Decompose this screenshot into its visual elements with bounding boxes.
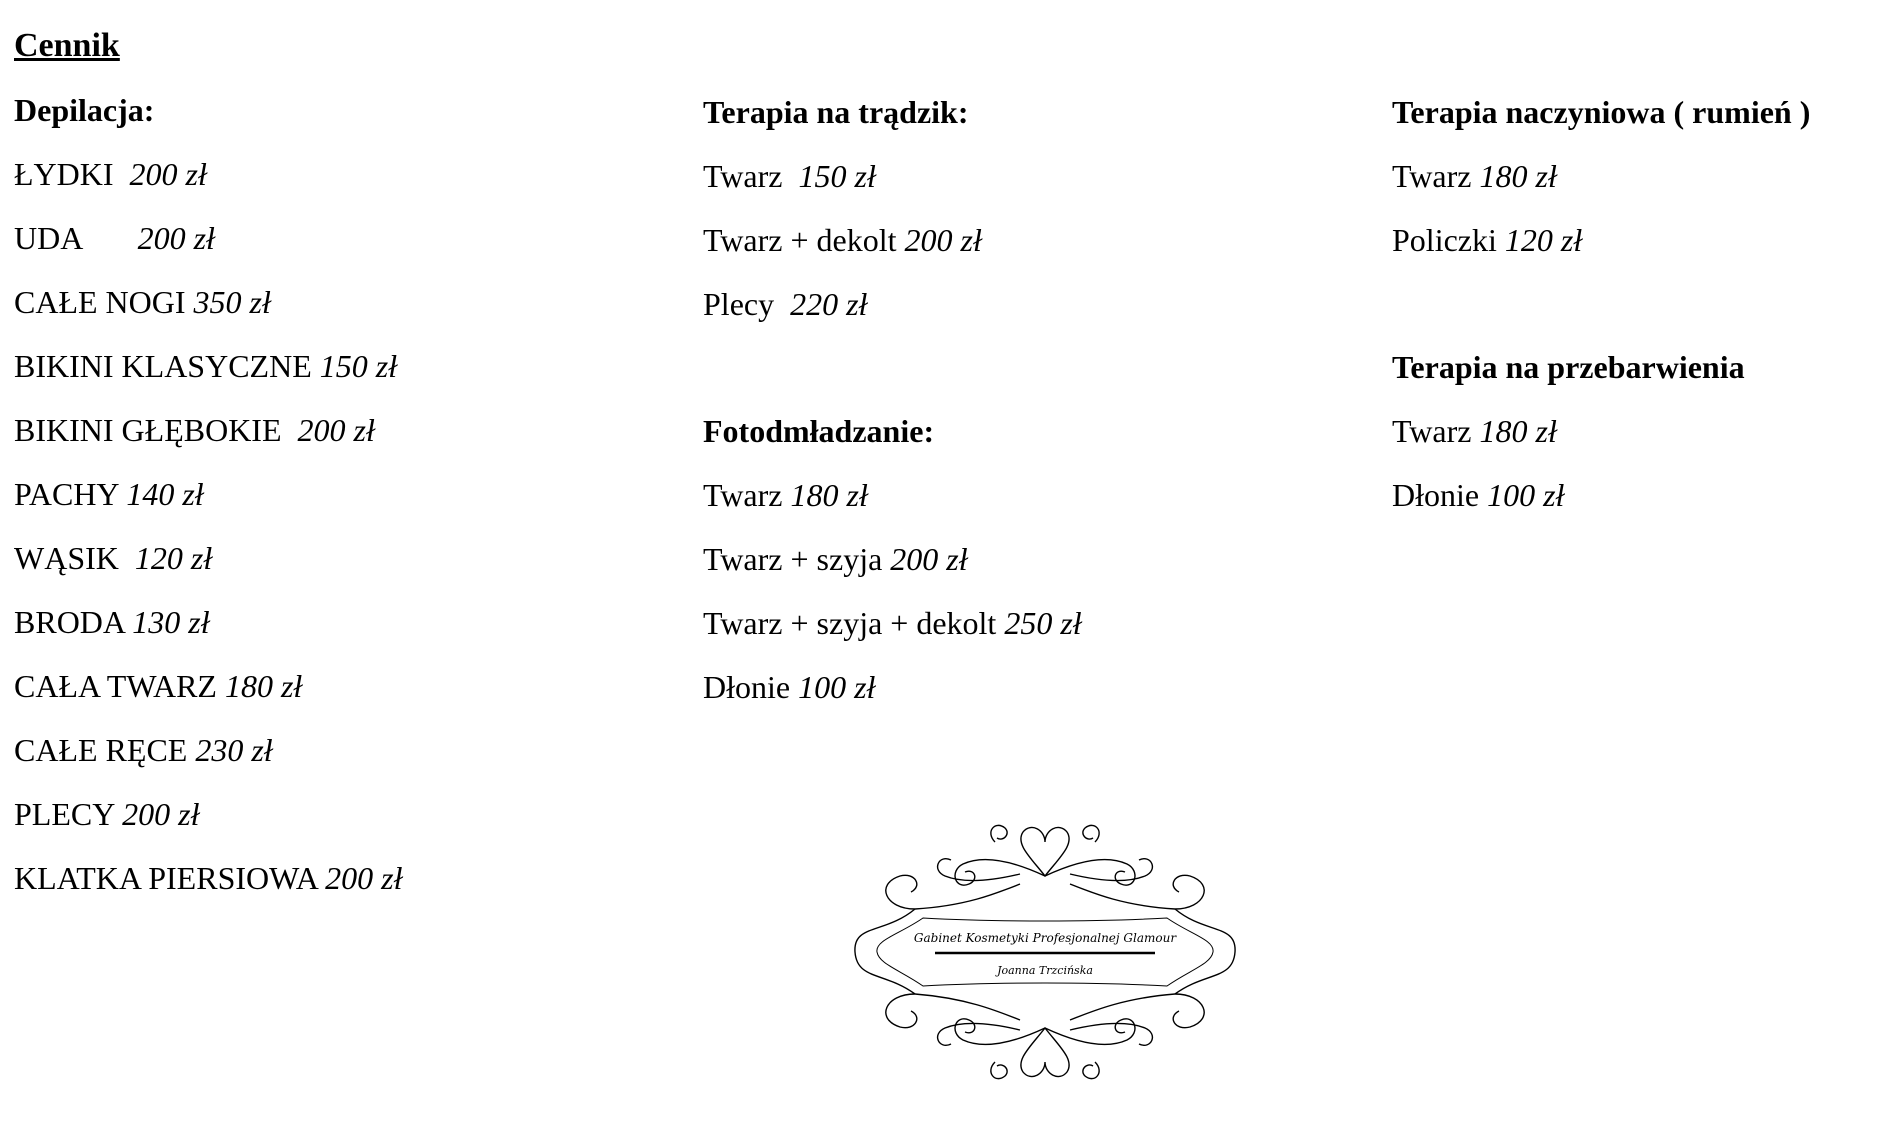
service-name: UDA [14, 220, 138, 256]
service-price: 180 zł [1479, 413, 1557, 449]
service-price: 140 zł [126, 476, 204, 512]
price-row [1392, 154, 1872, 218]
service-name: Policzki [1392, 222, 1505, 258]
price-row [14, 216, 674, 280]
price-row [14, 344, 674, 408]
service-price: 200 zł [904, 222, 982, 258]
section-title-photorejuvenation: Fotodmładzanie: [703, 413, 935, 449]
service-price: 180 zł [1479, 158, 1557, 194]
logo-salon-name: Gabinet Kosmetyki Profesjonalnej Glamour [913, 931, 1177, 945]
service-price: 220 zł [790, 286, 868, 322]
section-title-vascular-therapy: Terapia naczyniowa ( rumień ) [1392, 94, 1811, 130]
price-row [14, 728, 674, 792]
service-price: 180 zł [224, 668, 303, 704]
price-column-vascular-discoloration [1392, 90, 1872, 537]
price-column-acne-photorejuvenation [703, 90, 1363, 729]
price-row [14, 536, 674, 600]
service-name: CAŁE NOGI [14, 284, 194, 320]
service-name: Twarz + dekolt [703, 222, 905, 258]
service-price: 150 zł [798, 158, 876, 194]
service-name: WĄSIK [14, 540, 135, 576]
price-row [14, 792, 674, 856]
service-name: Plecy [703, 286, 791, 322]
service-name: Dłonie [703, 669, 799, 705]
service-price: 200 zł [325, 860, 403, 896]
service-price: 200 zł [137, 220, 215, 256]
price-row [1392, 218, 1872, 282]
service-price: 180 zł [790, 477, 868, 513]
ornamental-frame-logo [845, 814, 1245, 1090]
service-price: 200 zł [122, 796, 200, 832]
page-title: Cennik [14, 27, 120, 64]
price-row [703, 218, 1363, 282]
price-row [1392, 409, 1872, 473]
service-price: 120 zł [1504, 222, 1583, 258]
price-column-depilation [14, 88, 674, 920]
price-row [703, 537, 1363, 601]
service-price: 200 zł [297, 412, 375, 448]
service-name: Twarz [703, 477, 791, 513]
service-name: BIKINI GŁĘBOKIE [14, 412, 298, 448]
price-row [14, 472, 674, 536]
service-name: CAŁE RĘCE [14, 732, 196, 768]
service-name: Dłonie [1392, 477, 1488, 513]
service-name: Twarz [703, 158, 799, 194]
service-name: BIKINI KLASYCZNE [14, 348, 320, 384]
price-row [14, 664, 674, 728]
service-price: 230 zł [195, 732, 273, 768]
price-row [14, 856, 674, 920]
price-row [703, 665, 1363, 729]
service-price: 100 zł [798, 669, 876, 705]
section-title-acne-therapy: Terapia na trądzik: [703, 94, 969, 130]
logo-owner-name: Joanna Trzcińska [997, 964, 1093, 977]
price-row [14, 408, 674, 472]
salon-logo [845, 814, 1245, 1090]
price-row [1392, 473, 1872, 537]
section-title-depilation: Depilacja: [14, 92, 155, 128]
service-name: Twarz [1392, 158, 1480, 194]
service-price: 120 zł [134, 540, 213, 576]
service-name: Twarz [1392, 413, 1480, 449]
price-row [14, 600, 674, 664]
service-name: PLECY [14, 796, 123, 832]
service-price: 350 zł [193, 284, 271, 320]
service-name: Twarz + szyja + dekolt [703, 605, 1005, 641]
price-row [703, 282, 1363, 346]
service-price: 200 zł [890, 541, 968, 577]
price-row [703, 473, 1363, 537]
service-price: 100 zł [1487, 477, 1565, 513]
service-price: 130 zł [132, 604, 210, 640]
service-name: KLATKA PIERSIOWA [14, 860, 326, 896]
price-row [14, 280, 674, 344]
price-row [703, 154, 1363, 218]
service-price: 250 zł [1004, 605, 1082, 641]
service-price: 200 zł [129, 156, 207, 192]
price-row [14, 152, 674, 216]
section-spacer [1392, 282, 1872, 345]
service-name: ŁYDKI [14, 156, 130, 192]
section-spacer [703, 346, 1363, 409]
service-name: BRODA [14, 604, 133, 640]
price-row [703, 601, 1363, 665]
service-name: Twarz + szyja [703, 541, 891, 577]
service-name: PACHY [14, 476, 127, 512]
service-price: 150 zł [319, 348, 398, 384]
service-name: CAŁA TWARZ [14, 668, 225, 704]
section-title-discoloration-therapy: Terapia na przebarwienia [1392, 349, 1745, 385]
